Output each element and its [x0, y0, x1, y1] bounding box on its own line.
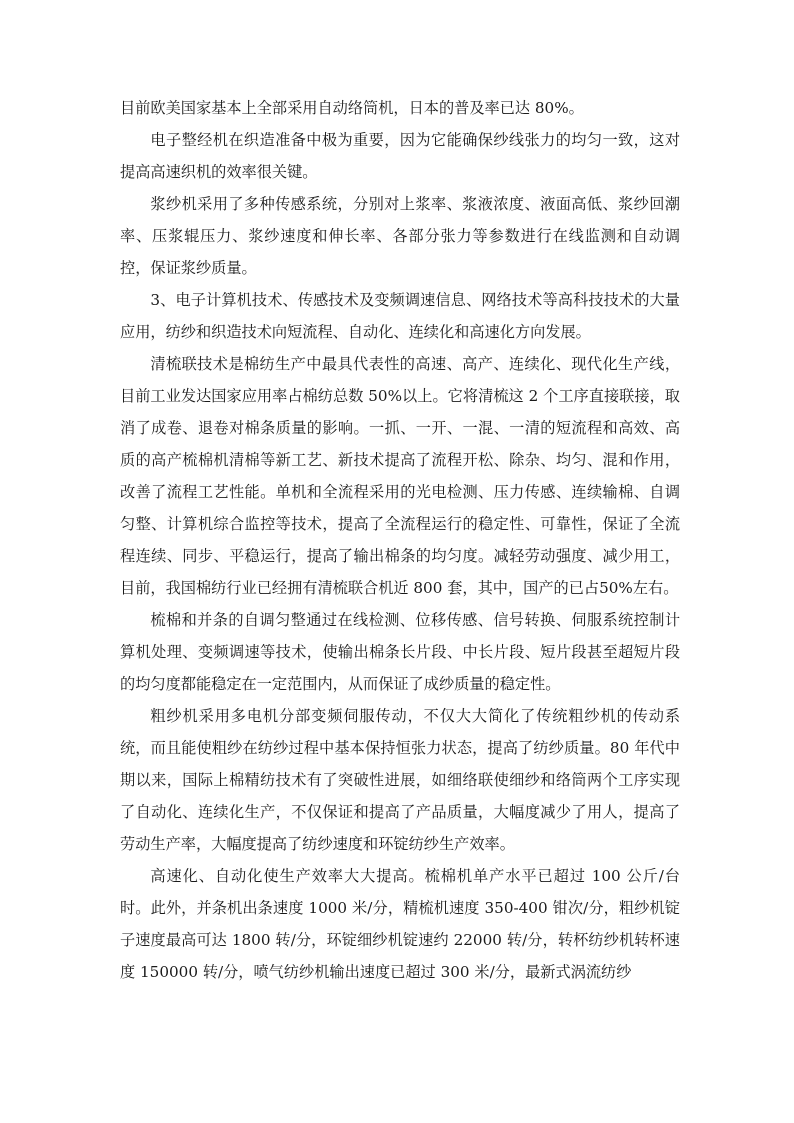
paragraph-section-3: 3、电子计算机技术、传感技术及变频调速信息、网络技术等高科技技术的大量应用，纺纱和织造技术向短流程、自动化、连续化和高速化方向发展。	[120, 291, 680, 341]
paragraph-sizing-machine: 浆纱机采用了多种传感系统，分别对上浆率、浆液浓度、液面高低、浆纱回潮率、压浆辊压力、浆纱速度和伸长率、各部分张力等参数进行在线监测和自动调控，保证浆纱质量。	[120, 195, 680, 277]
paragraph-warping-machine: 电子整经机在织造准备中极为重要，因为它能确保纱线张力的均匀一致，这对提高高速织机的效率很关键。	[120, 131, 680, 181]
paragraph-autoleveling: 梳棉和并条的自调匀整通过在线检测、位移传感、信号转换、伺服系统控制计算机处理、变频调速等技术，使输出棉条长片段、中长片段、短片段甚至超短片段的均匀度都能稳定在一定范围内，从而保证了成纱质量的稳定性。	[120, 611, 680, 693]
paragraph-blowing-carding: 清梳联技术是棉纺生产中最具代表性的高速、高产、连续化、现代化生产线，目前工业发达国家应用率占棉纺总数 50%以上。它将清梳这 2 个工序直接联接，取消了成卷、退卷对棉条质量的影响。一抓、一开、一混、一清的短流程和高效、高质的高产梳棉机清棉等新工艺、新技术提高了流程开松、除杂、均匀、混和作用，改善了流程工艺性能。单机和全流程采用的光电检测、压力传感、连续输棉、自调匀整、计算机综合监控等技术，提高了全流程运行的稳定性、可靠性，保证了全流程连续、同步、平稳运行，提高了输出棉条的均匀度。减轻劳动强度、减少用工，目前，我国棉纺行业已经拥有清梳联合机近 800 套，其中，国产的已占50%左右。	[120, 355, 680, 597]
document-page	[120, 92, 680, 988]
paragraph-high-speed: 高速化、自动化使生产效率大大提高。梳棉机单产水平已超过 100 公斤/台时。此外，并条机出条速度 1000 米/分，精梳机速度 350-400 钳次/分，粗纱机锭子速度最高可达 1800 转/分，环锭细纱机锭速约 22000 转/分，转杯纺纱机转杯速度 150000 转/分，喷气纺纱机输出速度已超过 300 米/分，最新式涡流纺纱	[120, 867, 680, 981]
paragraph-auto-winder: 目前欧美国家基本上全部采用自动络筒机，日本的普及率已达 80%。	[120, 99, 584, 117]
paragraph-roving-frame: 粗纱机采用多电机分部变频伺服传动，不仅大大简化了传统粗纱机的传动系统，而且能使粗纱在纺纱过程中基本保持恒张力状态，提高了纺纱质量。80 年代中期以来，国际上棉精纺技术有了突破性进展，如细络联使细纱和络筒两个工序实现了自动化、连续化生产，不仅保证和提高了产品质量，大幅度减少了用人，提高了劳动生产率，大幅度提高了纺纱速度和环锭纺纱生产效率。	[120, 707, 680, 853]
